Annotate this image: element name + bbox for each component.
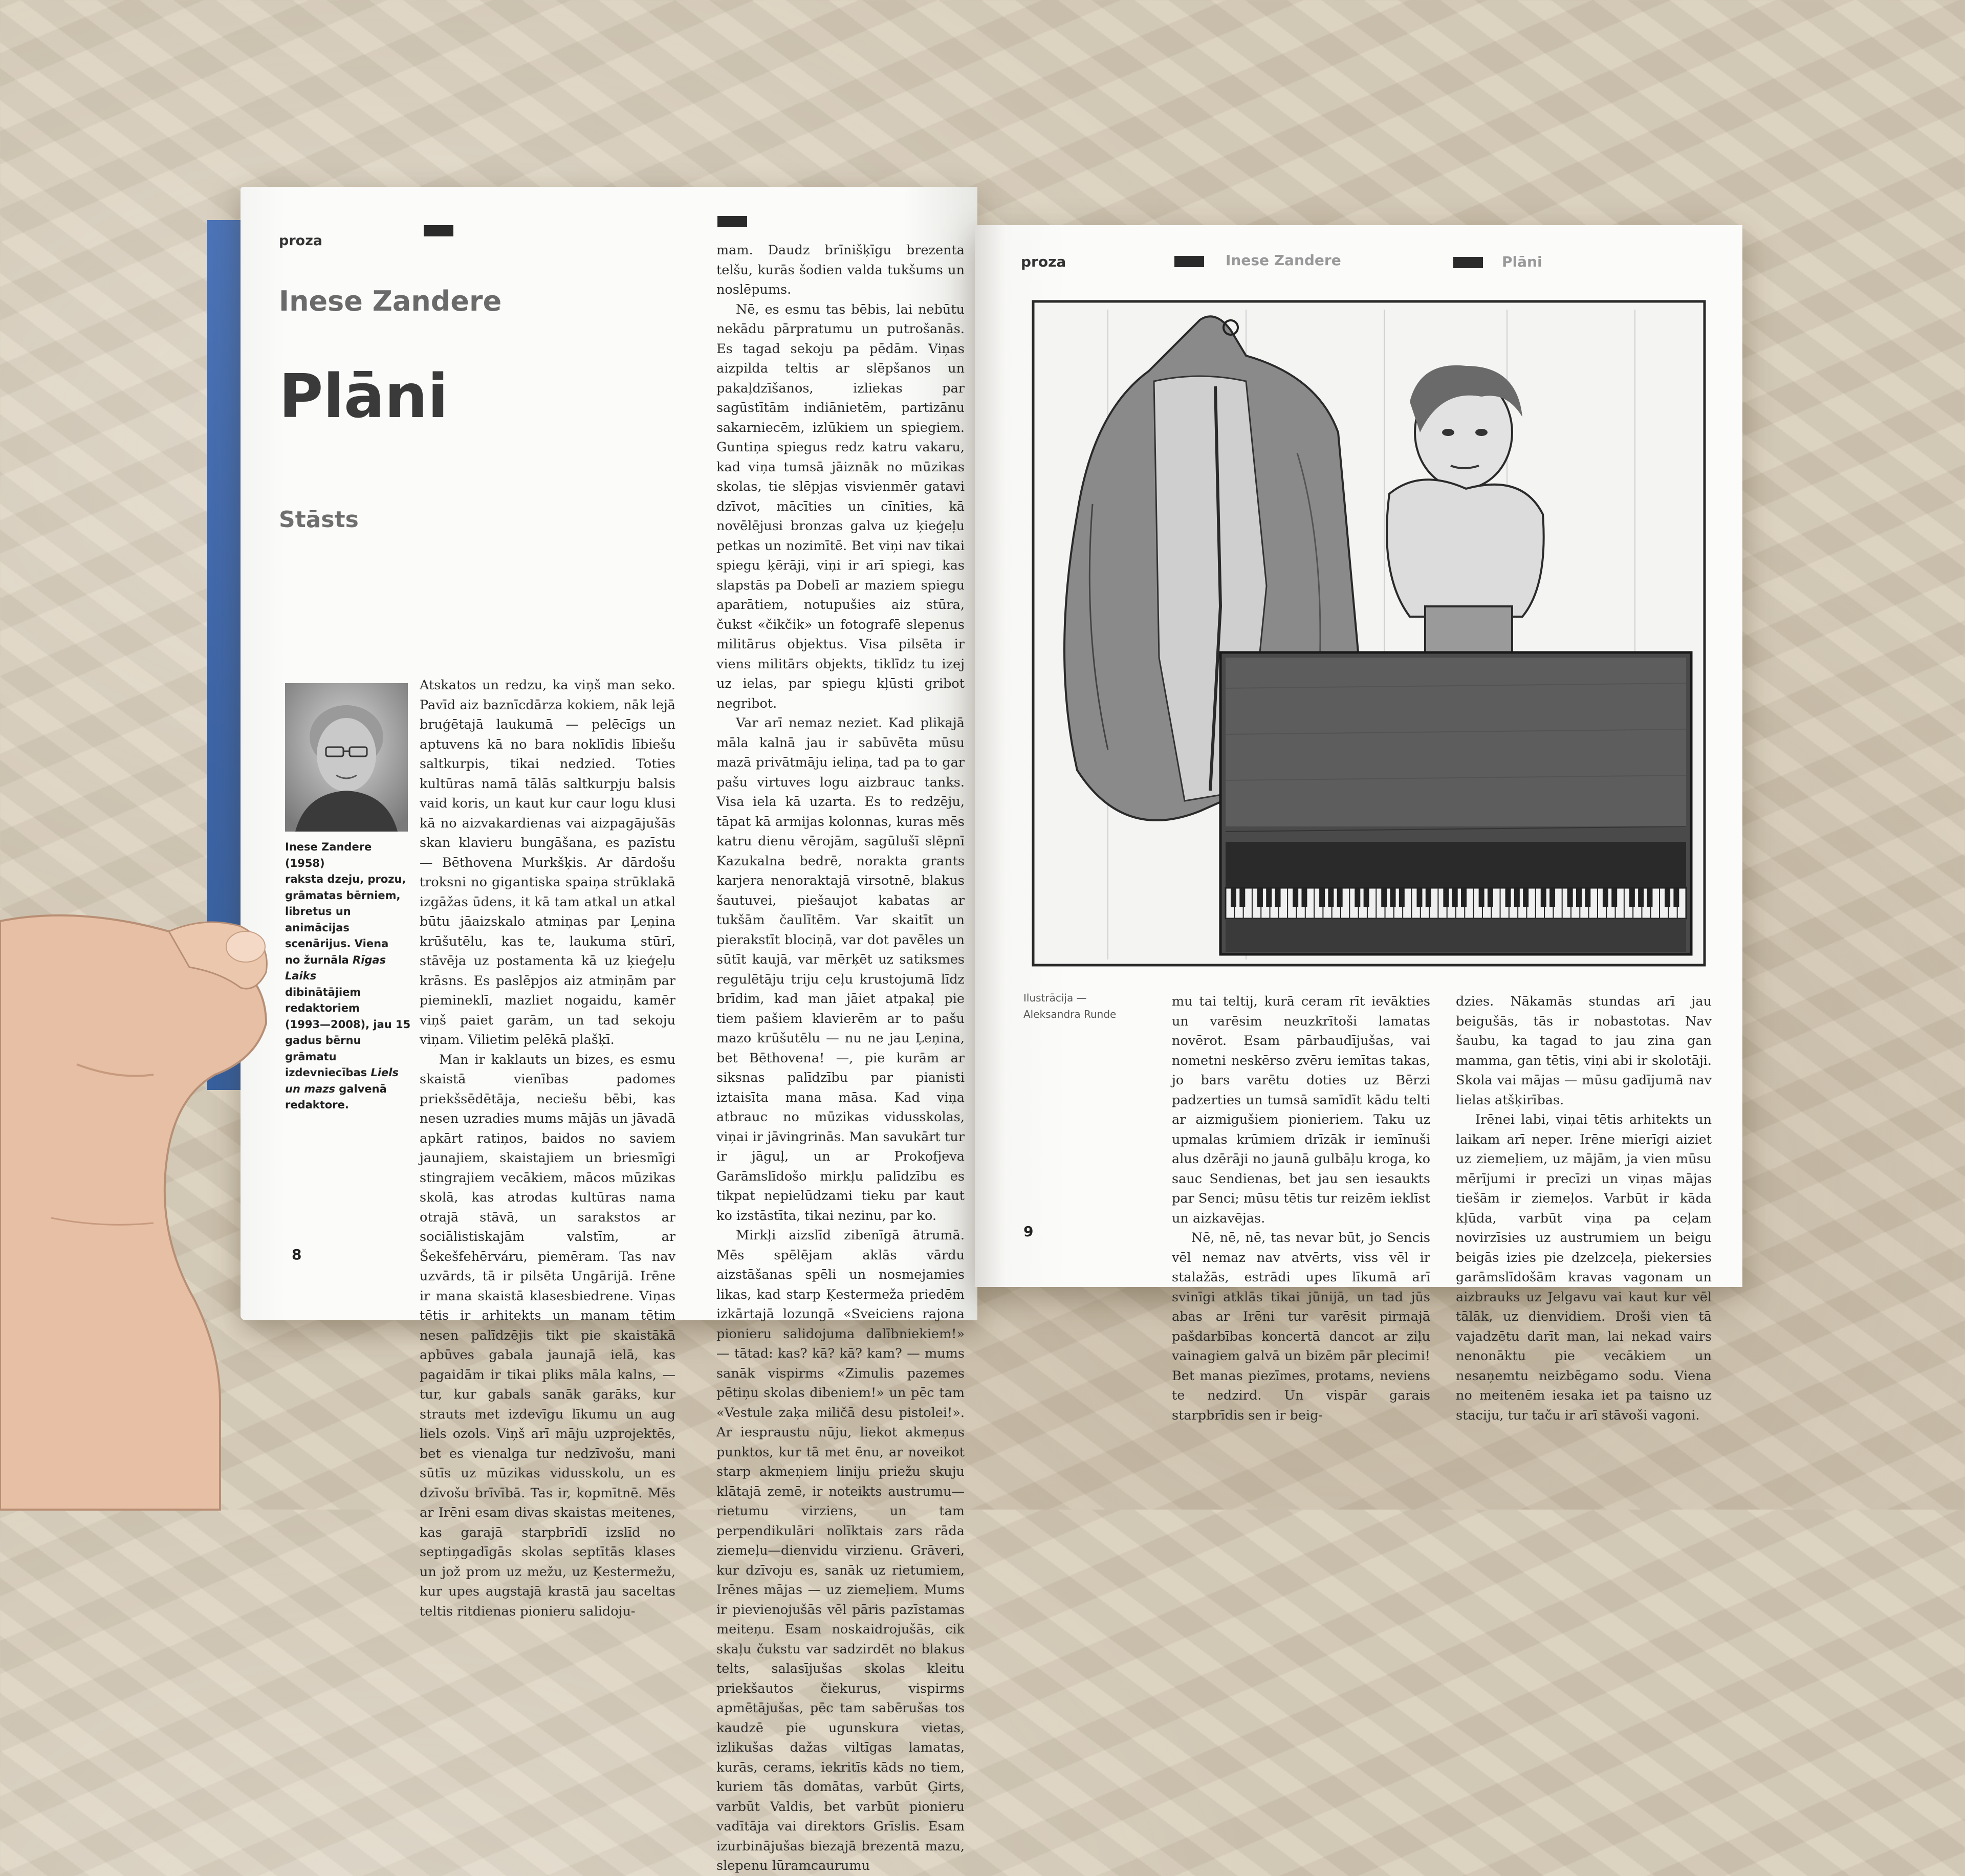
paragraph: Nē, nē, nē, tas nevar būt, jo Sencis vēl nemaz nav atvērts, viss vēl ir stalažās, estrādi upes līkumā arī svinīgi atklās tikai jūnijā, un tad jūs abas ar Irēni tur varēsit pirmajā pašdarbības koncertā dancot ar ziļu vainagiem galvā un bizēm pār plecimi! Bet manas piezīmes, protams, neviens te nedzird. Un vispār garais starpbrīdis sen ir beig- bbox=[1172, 1230, 1430, 1423]
publisher-name: Liels un mazs bbox=[285, 1066, 399, 1095]
piano-black-key bbox=[1523, 888, 1528, 906]
piano-black-key bbox=[1665, 888, 1670, 906]
paragraph: Man ir kaklauts un bizes, es esmu skaistā vienības padomes priekšsēdētāja, neciešu bēbi, kas nesen uzradies mums mājās un jāvadā apkārt ratiņos, baidos no saviem jaunajiem, skaistajiem un briesmīgi stingrajiem vecākiem, mācos mūzikas skolā, kas atrodas kultūras nama otrajā stāvā, un sarakstos ar sociālistiskajām valstīm, ar Šekešfehērváru, piemēram. Tas nav uzvārds, tā ir pilsēta Ungārijā. Irēne ir mana skaistā klasesbiedrene. Viņas tētis ir arhitekts un manam tētim nesen palīdzējis tikt pie skaistākā apbūves gabala jaunajā ielā, kas pagaidām ir tikai pliks māla kalns, — tur, kur gabals sanāk garāks, kur strauts met izdevīgu līkumu un aug liels ozols. Viņš arī māju uzprojektēs, bet es vienalga tur nedzīvošu, mani sūtīs uz mūzikas vidusskolu, un es dzīvošu brīvībā. Tas ir, kopmītnē. Mēs ar Irēni esam divas skaistas meitenes, kas garajā starpbrīdī izslīd no septiņgadīgās skolas septītās klases un jož prom uz mežu, uz Ķestermežu, kur upes augstajā krastā jau saceltas teltis ritdienas pionieru salidoju- bbox=[420, 1052, 675, 1619]
header-marker bbox=[1174, 256, 1204, 267]
author-bio: Inese Zandere (1958) raksta dzeju, prozu, grāmatas bērniem, libretus un animācijas scenārijus. Viena no žurnāla Rīgas Laiks dibinātājiem redaktoriem (1993—2008), jau 15 gadus bērnu grāmatu izdevniecības Liels un mazs galvenā redaktore. bbox=[285, 841, 411, 1111]
piano-black-key bbox=[1240, 888, 1244, 906]
piano-black-key bbox=[1320, 888, 1324, 906]
piano-black-key bbox=[1568, 888, 1573, 906]
left-page bbox=[241, 187, 977, 1873]
piano-black-key bbox=[1400, 888, 1404, 906]
hand-holding-magazine bbox=[0, 911, 317, 1510]
paragraph: mu tai teltij, kurā ceram rīt ievākties un varēsim neuzkrītoši lamatas novērot. Esam pārbaudījušas, vai nometni neskērso zvēru iemītas takas, jo bars varētu doties uz Bērzi padzerties un tumsā samīdīt kādu telti ar aizmigušiem pionieriem. Taku uz upmalas krūmiem drīzāk ir iemīnuši alus dzērāji no jaunā gulbāļu kroga, ko sauc Sendienas, bet jau sen iesaukts par Senci; mūsu tētis tur reizēm ieklīst un aizkavējas. bbox=[1172, 994, 1430, 1226]
piano-black-key bbox=[1488, 888, 1493, 906]
piano-black-key bbox=[1444, 888, 1448, 906]
piano-black-key bbox=[1515, 888, 1519, 906]
piano-black-key bbox=[1603, 888, 1608, 906]
piano-black-key bbox=[1258, 888, 1262, 906]
paragraph: mam. Daudz brīnišķīgu brezenta telšu, kurās šodien valda tukšums un noslēpums. bbox=[716, 243, 965, 297]
piano-black-key bbox=[1338, 888, 1342, 906]
page-number: 8 bbox=[292, 1246, 302, 1263]
piano-black-key bbox=[1479, 888, 1484, 906]
piano-black-key bbox=[1364, 888, 1369, 906]
piano-black-key bbox=[1612, 888, 1617, 906]
author-heading: Inese Zandere bbox=[279, 285, 502, 317]
body-column-2 bbox=[716, 241, 965, 1876]
paragraph: Nē, es esmu tas bēbis, lai nebūtu nekādu pārpratumu un putrošanās. Es tagad sekoju pa pēdām. Viņas aizpilda teltis ar slēpšanos un pakaļdzīšanos, izliekas par sagūstītām indiānietēm, partizānu sakarniecēm, izlūkiem un spiegiem. Guntiņa spiegus redz katru vakaru, kad viņa tumsā jāiznāk no mūzikas skolas, tie slēpjas visvienmēr gatavi dzīvot, mācīties un cīnīties, kā novēlējusi bronzas galva uz ķieģeļu petkas un nozimītē. Bet viņi nav tikai spiegu ķērāji, viņi ir arī spiegi, kas slapstās pa Dobelī ar maziem spiegu aparātiem, notupušies aiz stūra, čukst «čikčik» un fotografē slepenus militārus objektus. Visa pilsēta ir viens militārs objekts, tiklīdz tu izej uz ielas, par spiegu kļūsti gribot negribot. bbox=[716, 301, 965, 711]
paragraph: Irēnei labi, viņai tētis arhitekts un laikam arī neper. Irēne mierīgi aiziet uz ziemeļiem, uz mājām, ja vien mūsu mērījumi ir precīzi un viņas mājas tiešām ir ziemeļos. Varbūt ir kāda kļūda, varbūt viņa pa ceļam novirzīsies uz austrumiem un beigu beigās izies pie dzelzceļa, piekersies garāmslīdošām kravas vagonam un aizbrauks uz Jelgavu vai kaut kur vēl tālāk, uz dienvidiem. Droši vien tā vajadzētu darīt man, lai nekad vairs nenonāktu pie vecākiem un nesaņemtu neizbēgamo sodu. Viena no meitenēm iesaka iet pa taisno uz staciju, tur taču ir arī stāvoši vagoni. bbox=[1456, 1112, 1712, 1423]
article-genre: Stāsts bbox=[279, 507, 359, 533]
author-portrait bbox=[285, 683, 408, 832]
piano-black-key bbox=[1674, 888, 1678, 906]
article-title: Plāni bbox=[279, 361, 449, 431]
piano-black-key bbox=[1461, 888, 1466, 906]
paragraph: Atskatos un redzu, ka viņš man seko. Pavīd aiz baznīcdārza kokiem, nāk lejā bruģētajā laukumā — pelēcīgs un aptuvens kā no bara noklīdis lībiešu saltkurpis, tikai nedzied. Toties kultūras namā tālās saltkurpju balsis vaid koris, un kaut kur caur logu klusi kā no aizvakardienas vai aizpagājušās skan klavieru bungāšana, es pazīstu — Bēthovena Murkšķis. Ar dārdošu troksni no gigantiska spaiņa strūklakā izgāžas ūdens, it kā tam atkal un atkal būtu jāaizskalo atmiņas par Ļeņina krūšutēlu, kas te, laukuma stūrī, stāvēja uz postamenta kā uz ķieģeļu krāsns. Es paslēpjos aiz atmiņām par piemineklī, mazliet nogaidu, kamēr viņš paiet garām, un tad sekoju viņam. Vilietim pelēkā plašķī. bbox=[420, 678, 675, 1048]
piano-black-key bbox=[1550, 888, 1555, 906]
piano-black-key bbox=[1231, 888, 1236, 906]
paragraph: dzies. Nākamās stundas arī jau beigušās, tās ir nobastotas. Nav šaubu, ka tagad to jau zina gan mamma, gan tētis, viņi abi ir skolotāji. Skola vai mājas — mūsu gadījumā nav lielas atšķirības. bbox=[1456, 994, 1712, 1108]
body-column-2 bbox=[1456, 992, 1712, 1425]
piano-black-key bbox=[1417, 888, 1422, 906]
journal-name: Rīgas Laiks bbox=[285, 953, 386, 982]
page-number: 9 bbox=[1023, 1223, 1034, 1240]
section-label: proza bbox=[1021, 253, 1066, 270]
header-marker bbox=[1453, 257, 1483, 268]
paragraph: Mirkļi aizslīd zibenīgā ātrumā. Mēs spēlējam aklās vārdu aizstāšanas spēli un nosmejamies likas, kad starp Ķestermeža priedēm izkārtajā lozungā «Sveiciens rajona pionieru salidojuma dalībniekiem!» — tātad: kas? kā? kā? kam? — mums sanāk vispirms «Zimulis pazemes pētiņu skolas dibeniem!» un pēc tam «Vestule zaķa miličā desu pistolei!». Ar iespraustu nūju, liekot akmeņus punktos, kur tā met ēnu, ar noveikot starp akmeņiem liniju priežu skuju klātajā zemē, ir noteikts austrumu—rietumu virziens, un tam perpendikulāri nolīktais zars rāda ziemeļu—dienvidu virzienu. Grāveri, kur dzīvoju es, sanāk uz rietumiem, Irēnes mājas — uz ziemeļiem. Mums ir pievienojušās vēl pāris pazīstamas meiteņu. Esam noskaidrojušās, cik skaļu čukstu var sadzirdēt no blakus telts, salasījušas skolas kleitu priekšautos čiekurus, vispirms apmētājušas, pēc tam sabērušas tos kaudzē pie ugunskura vietas, izlikušas dažas viltīgas lamatas, kurās, cerams, iekritīs kāds no tiem, kuriem tās domātas, varbūt Ģirts, varbūt Valdis, bet varbūt pionieru vadītāja vai direktors Grīslis. Esam izurbinājušas biezajā brezentā mazu, slepenu lūramcaurumu bbox=[716, 1228, 965, 1873]
paragraph: Var arī nemaz neziet. Kad plikajā māla kalnā jau ir sabūvēta mūsu mazā privātmāju ieliņa, tad pa to gar pašu virtuves logu aizbrauc tanks. Visa iela kā uzarta. Es to redzēju, tāpat kā armijas kolonnas, kuras mēs katru dienu vērojām, sagūlušī slēpnī Kazukalna bedrē, norakta grants karjera nenoraktajā virsotnē, blakus šautuvei, piešaujot kabatas ar tukšām čaulītēm. Var skaitīt un pierakstīt blociņā, var dot pavēles un sūtīt kaujā, var mērķēt uz satiksmes regulētāju triju ceļu krustojumā līdz brīdim, kad man jāiet atpakaļ pie tiem pašiem klavierēm ar to pašu mazo krūšutēlu — nu ne jau Ļeņina, bet Bēthovena! —, pie kurām ar siksnas palīdzību par pianisti iztaisīta mana māsa. Kad viņa atbrauc no mūzikas vidusskolas, viņai ir jāvingrinās. Man savukārt tur ir jāguļ, un ar Prokofjeva Garāmslīdošo mirkļu palīdzību es tikpat nepielūdzami tieku par kaut ko izstāstīta, tikai nezinu, par ko. bbox=[716, 715, 965, 1224]
piano-black-key bbox=[1355, 888, 1360, 906]
body-column-1 bbox=[1172, 992, 1430, 1425]
running-title: Plāni bbox=[1502, 253, 1542, 270]
piano-black-key bbox=[1293, 888, 1298, 906]
piano-black-key bbox=[1426, 888, 1431, 906]
illustration bbox=[1031, 299, 1707, 967]
piano-black-key bbox=[1506, 888, 1511, 906]
piano-black-key bbox=[1647, 888, 1652, 906]
piano-black-key bbox=[1453, 888, 1457, 906]
right-page bbox=[975, 225, 1742, 1423]
piano-black-key bbox=[1630, 888, 1634, 906]
piano-black-key bbox=[1585, 888, 1590, 906]
piano-black-key bbox=[1382, 888, 1386, 906]
piano-black-key bbox=[1276, 888, 1280, 906]
piano-black-key bbox=[1267, 888, 1271, 906]
section-label: proza bbox=[279, 233, 323, 249]
body-column-1 bbox=[420, 675, 675, 1621]
piano-black-key bbox=[1577, 888, 1581, 906]
illustration-caption: Ilustrācija — Aleksandra Runde bbox=[1023, 992, 1117, 1020]
header-marker bbox=[717, 216, 747, 227]
header-marker bbox=[424, 225, 453, 236]
running-author: Inese Zandere bbox=[1226, 252, 1341, 269]
piano-black-key bbox=[1302, 888, 1306, 906]
piano-black-key bbox=[1391, 888, 1395, 906]
piano-black-key bbox=[1639, 888, 1643, 906]
piano-black-key bbox=[1541, 888, 1546, 906]
piano-black-key bbox=[1328, 888, 1333, 906]
